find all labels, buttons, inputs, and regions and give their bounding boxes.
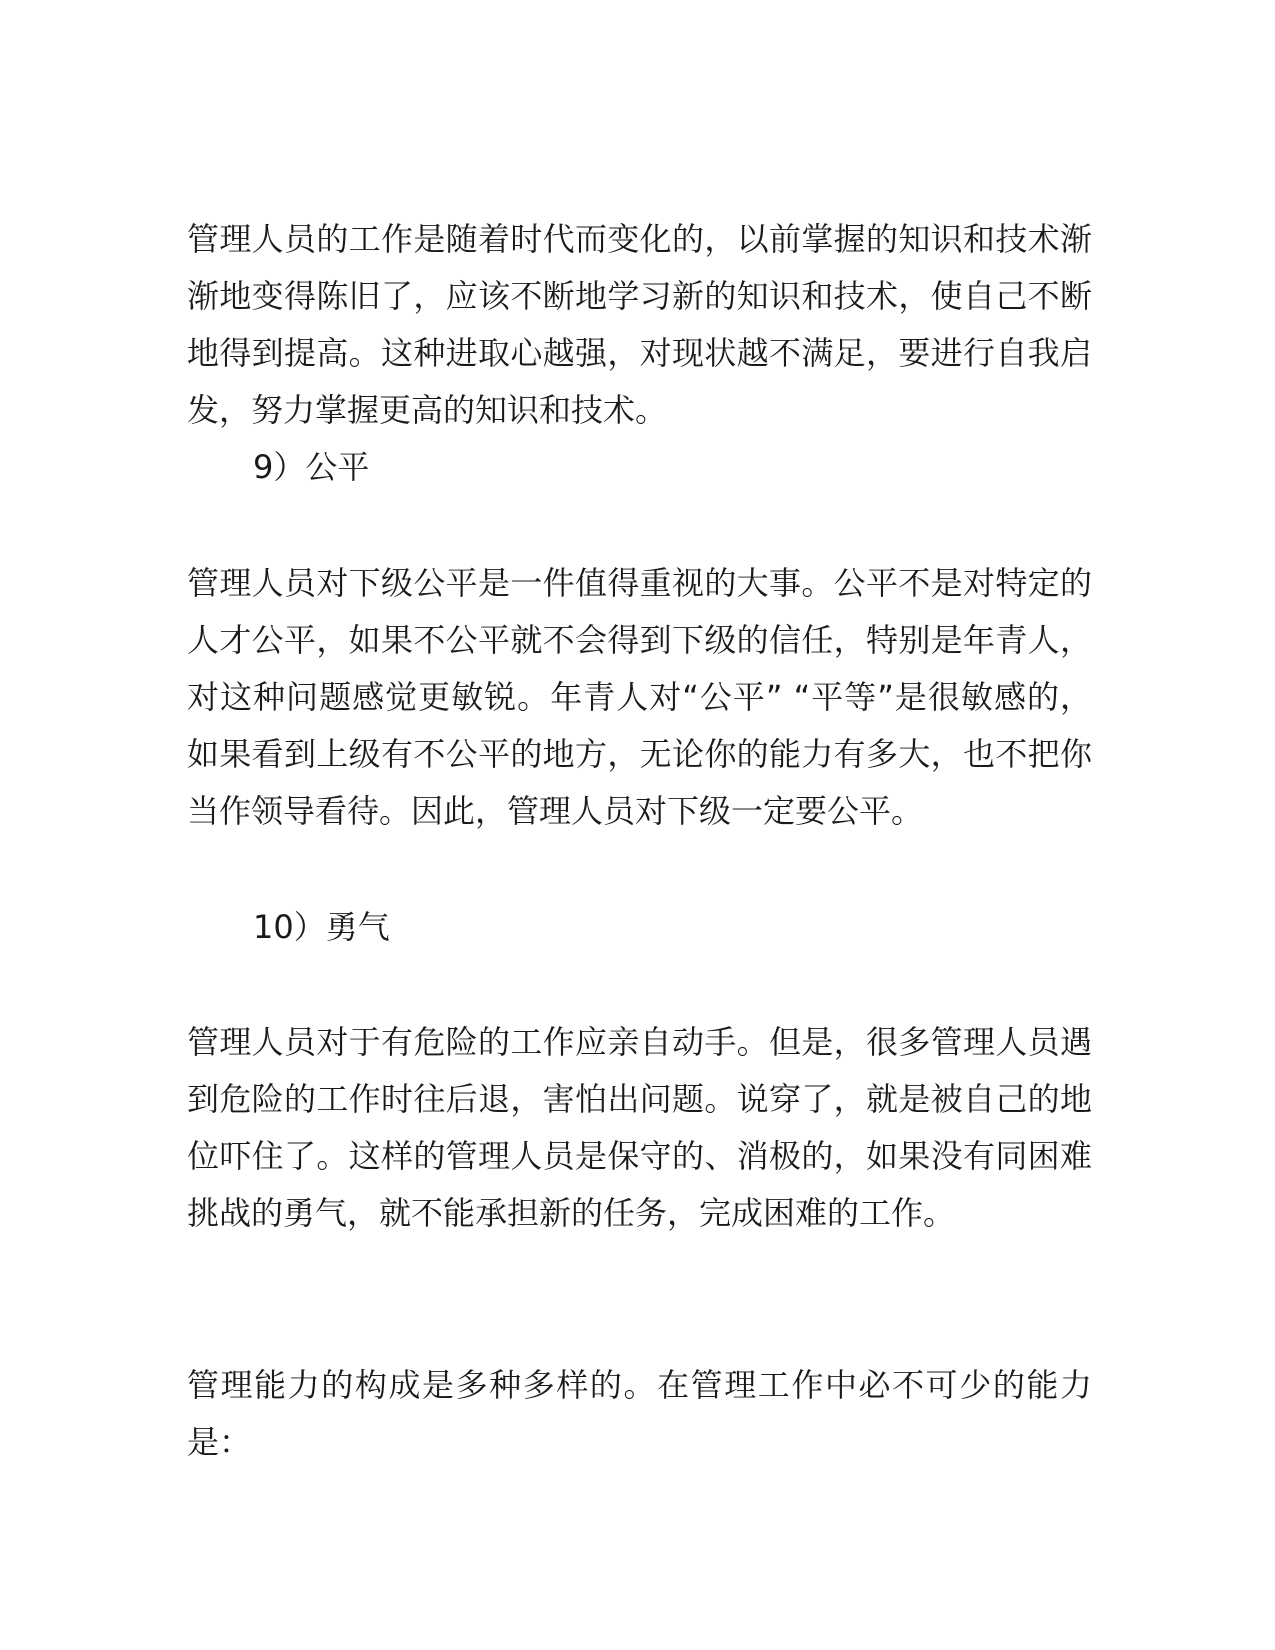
section-heading-fairness: 9）公平 [253, 448, 370, 486]
section-heading-courage: 10）勇气 [253, 908, 390, 946]
paragraph-management-ability: 管理能力的构成是多种多样的。在管理工作中必不可少的能力是： [187, 1366, 1092, 1461]
paragraph-courage: 管理人员对于有危险的工作应亲自动手。但是，很多管理人员遇到危险的工作时往后退，害怕出问题。说穿了，就是被自己的地位吓住了。这样的管理人员是保守的、消极的，如果没有同困难挑战的勇气，就不能承担新的任务，完成困难的工作。 [187, 1023, 1092, 1232]
paragraph-fairness: 管理人员对下级公平是一件值得重视的大事。公平不是对特定的人才公平，如果不公平就不会得到下级的信任，特别是年青人，对这种问题感觉更敏锐。年青人对“公平” “平等”是很敏感的，如果看到上级有不公平的地方，无论你的能力有多大，也不把你当作领导看待。因此，管理人员对下级一定要公平。 [187, 564, 1092, 830]
paragraph-self-improvement: 管理人员的工作是随着时代而变化的，以前掌握的知识和技术渐渐地变得陈旧了，应该不断地学习新的知识和技术，使自己不断地得到提高。这种进取心越强，对现状越不满足，要进行自我启发，努力掌握更高的知识和技术。 [187, 220, 1092, 429]
